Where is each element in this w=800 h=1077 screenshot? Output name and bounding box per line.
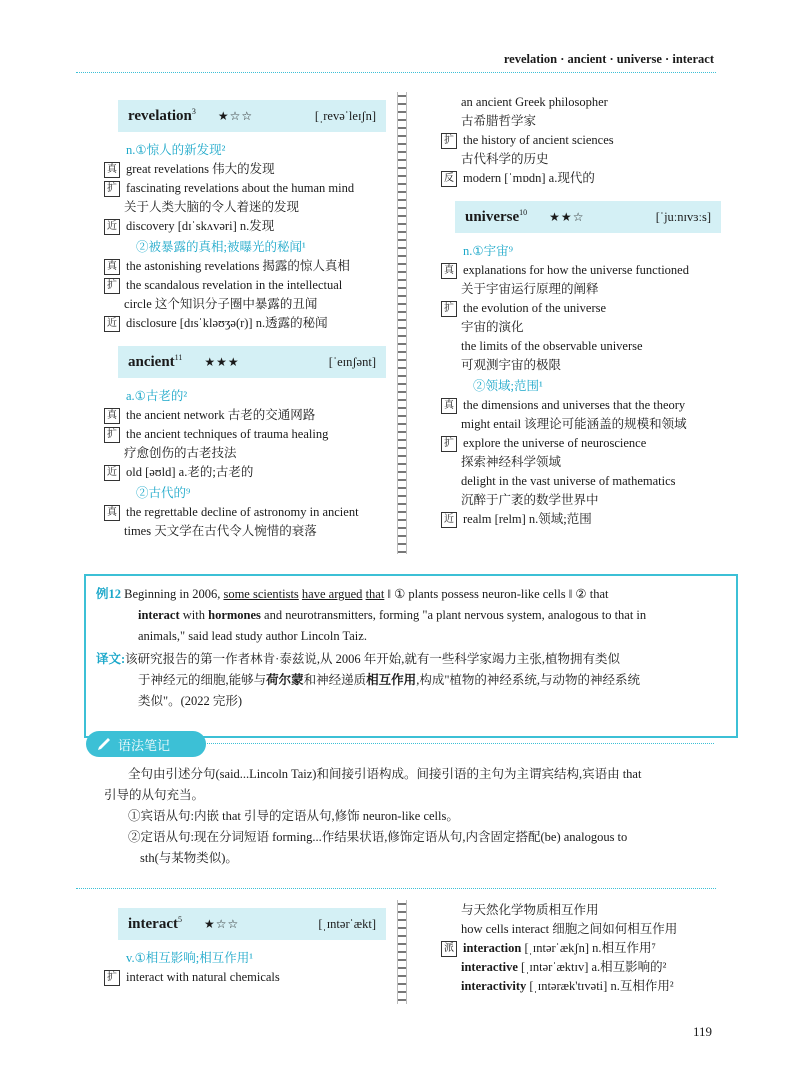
grammar-note-title: 语法笔记 [118, 737, 171, 753]
example-translation: 译文:该研究报告的第一作者林肯·泰兹说,从 2006 年开始,就有一些科学家竭力主张,植物拥有类似 于神经元的细胞,能够与荷尔蒙和神经递质相互作用,构成"植物的神经系统,与动物的神经系统 类似"。(2022 完形) [96, 652, 641, 708]
tag-jin-icon: 近 [104, 465, 120, 481]
headword: ancient$^{11}$ [128, 353, 183, 370]
grammar-note-header [86, 731, 206, 757]
example-row: 近 realm [relm] n.领域;范围 [441, 510, 721, 528]
header-rule [76, 72, 716, 73]
tag-kuo-icon: 扩 [104, 278, 120, 294]
sense-label: ②古代的⁹ [136, 486, 191, 500]
tag-zhen-icon: 真 [441, 398, 457, 414]
example-sentence-box [84, 574, 738, 738]
example-text: how cells interact 细胞之间如何相互作用 [461, 922, 678, 936]
headword: interact$^5$ [128, 915, 182, 932]
example-row: 真 the astonishing revelations 揭露的惊人真相 [104, 257, 386, 275]
tag-zhen-icon: 真 [104, 408, 120, 424]
example-translation: 沉醉于广袤的数学世界中 [461, 493, 599, 507]
page-number: 119 [692, 1024, 712, 1039]
section-rule [76, 888, 716, 889]
example-row: 近 old [əʊld] a.老的;古老的 [104, 463, 386, 481]
sense-label: ②领域;范围¹ [473, 379, 543, 393]
grammar-note-rule [196, 743, 714, 744]
tag-kuo-icon: 扩 [104, 970, 120, 986]
derivative-row: interactivity [ˌɪntəræk'tɪvəti] n.互相作用² [461, 979, 674, 993]
derivative-row: interactive [ˌɪntərˈæktɪv] a.相互影响的² [461, 960, 667, 974]
example-row: 反 modern [ˈmɒdn] a.现代的 [441, 169, 721, 187]
tag-kuo-icon: 扩 [104, 181, 120, 197]
example-text: the limits of the observable universe [461, 339, 643, 353]
tag-jin-icon: 近 [104, 316, 120, 332]
tag-zhen-icon: 真 [104, 505, 120, 521]
sense-label: n.①惊人的新发现² [126, 143, 226, 157]
pronunciation: [ˌrevəˈleɪʃn] [314, 108, 376, 123]
sense-label: ②被暴露的真相;被曝光的秘闻¹ [136, 240, 306, 254]
tag-zhen-icon: 真 [104, 259, 120, 275]
example-row: 扩 the ancient techniques of trauma healing [104, 425, 386, 443]
entry-header-revelation [118, 100, 386, 132]
sense-label: n.①宇宙⁹ [463, 244, 513, 258]
column-divider [397, 900, 407, 1004]
tag-kuo-icon: 扩 [441, 436, 457, 452]
example-row: 扩 the evolution of the universe [441, 299, 721, 317]
example-translation: times 天文学在古代令人惋惜的衰落 [124, 524, 317, 538]
grammar-note-body: 全句由引述分句(said...Lincoln Taiz)和间接引语构成。间接引语的主句为主谓宾结构,宾语由 that 引导的从句充当。 ①宾语从句:内嵌 that 引导的定语从句,修饰 neuron-like cells。 ②定语从句:现在分词短语 forming...作结果状语,修饰定语从句,内含固定搭配(be) analogous to sth(与某物类似)。 [104, 767, 642, 865]
example-row: 近 disclosure [dɪsˈkləʊʒə(r)] n.透露的秘闻 [104, 314, 386, 332]
example-row: 真 the ancient network 古老的交通网路 [104, 406, 386, 424]
frequency-stars: ★☆☆ [203, 916, 240, 931]
example-row: 真 explanations for how the universe functioned [441, 261, 721, 279]
example-row: 扩 interact with natural chemicals [104, 968, 386, 986]
example-translation: 古代科学的历史 [461, 152, 549, 166]
headword: revelation$^3$ [128, 107, 196, 124]
example-row: 真 great revelations 伟大的发现 [104, 160, 386, 178]
sense-label: a.①古老的² [126, 389, 188, 403]
frequency-stars: ★★★ [204, 354, 240, 369]
column-divider [397, 92, 407, 554]
headword: universe$^{10}$ [465, 208, 528, 225]
example-row: 扩 the history of ancient sciences [441, 131, 721, 149]
example-translation: 与天然化学物质相互作用 [461, 903, 599, 917]
entry-header-universe [455, 201, 721, 233]
example-row: 扩 fascinating revelations about the human mind [104, 179, 386, 197]
entry-header-interact [118, 908, 386, 940]
tag-zhen-icon: 真 [441, 263, 457, 279]
tag-zhen-icon: 真 [104, 162, 120, 178]
right-column [441, 92, 721, 529]
pronunciation: [ˈeɪnʃənt] [328, 354, 376, 369]
example-row: 扩 the scandalous revelation in the intellectual [104, 276, 386, 294]
tag-pai-icon: 派 [441, 941, 457, 957]
pronunciation: [ˌɪntərˈækt] [318, 916, 376, 931]
interact-right [441, 900, 721, 996]
example-text: delight in the vast universe of mathematics [461, 474, 676, 488]
derivative-row: 派 interaction [ˌɪntərˈækʃn] n.相互作用⁷ [441, 939, 721, 957]
example-continued: an ancient Greek philosopher [461, 95, 608, 109]
frequency-stars: ★★☆ [549, 209, 585, 224]
example-row: 真 the dimensions and universes that the theory [441, 396, 721, 414]
tag-fan-icon: 反 [441, 171, 457, 187]
interact-left [104, 904, 386, 987]
tag-kuo-icon: 扩 [441, 301, 457, 317]
example-translation: 可观测宇宙的极限 [461, 358, 562, 372]
example-translation: 宇宙的演化 [461, 320, 524, 334]
sense-label: v.①相互影响;相互作用¹ [126, 951, 253, 965]
example-translation: 探索神经科学领域 [461, 455, 562, 469]
example-translation: 古希腊哲学家 [461, 114, 537, 128]
example-row: 扩 explore the universe of neuroscience [441, 434, 721, 452]
example-translation: 关于宇宙运行原理的阐释 [461, 282, 599, 296]
tag-kuo-icon: 扩 [104, 427, 120, 443]
left-column [104, 96, 386, 541]
frequency-stars: ★☆☆ [217, 108, 254, 123]
pronunciation: [ˈjuːnɪvɜːs] [655, 209, 711, 224]
example-translation: might entail 该理论可能涵盖的规模和领域 [461, 417, 687, 431]
tag-jin-icon: 近 [104, 219, 120, 235]
example-english: 例12 Beginning in 2006, some scientists have argued that ‖ ① plants possess neuron-like cells ‖ ② that interact with hormones and neurotransmitters, forming "a plant nervous system, analogous to that in animals," said lead study author Lincoln Taiz. [96, 587, 647, 643]
tag-jin-icon: 近 [441, 512, 457, 528]
example-translation: 疗愈创伤的古老技法 [124, 446, 237, 460]
pen-icon [96, 736, 112, 752]
example-row: 近 discovery [dɪˈskʌvəri] n.发现 [104, 217, 386, 235]
example-row: 真 the regrettable decline of astronomy in ancient [104, 503, 386, 521]
entry-header-ancient [118, 346, 386, 378]
running-title: revelation · ancient · universe · interact [503, 52, 714, 66]
example-translation: 关于人类大脑的令人着迷的发现 [124, 200, 300, 214]
tag-kuo-icon: 扩 [441, 133, 457, 149]
example-translation: circle 这个知识分子圈中暴露的丑闻 [124, 297, 318, 311]
